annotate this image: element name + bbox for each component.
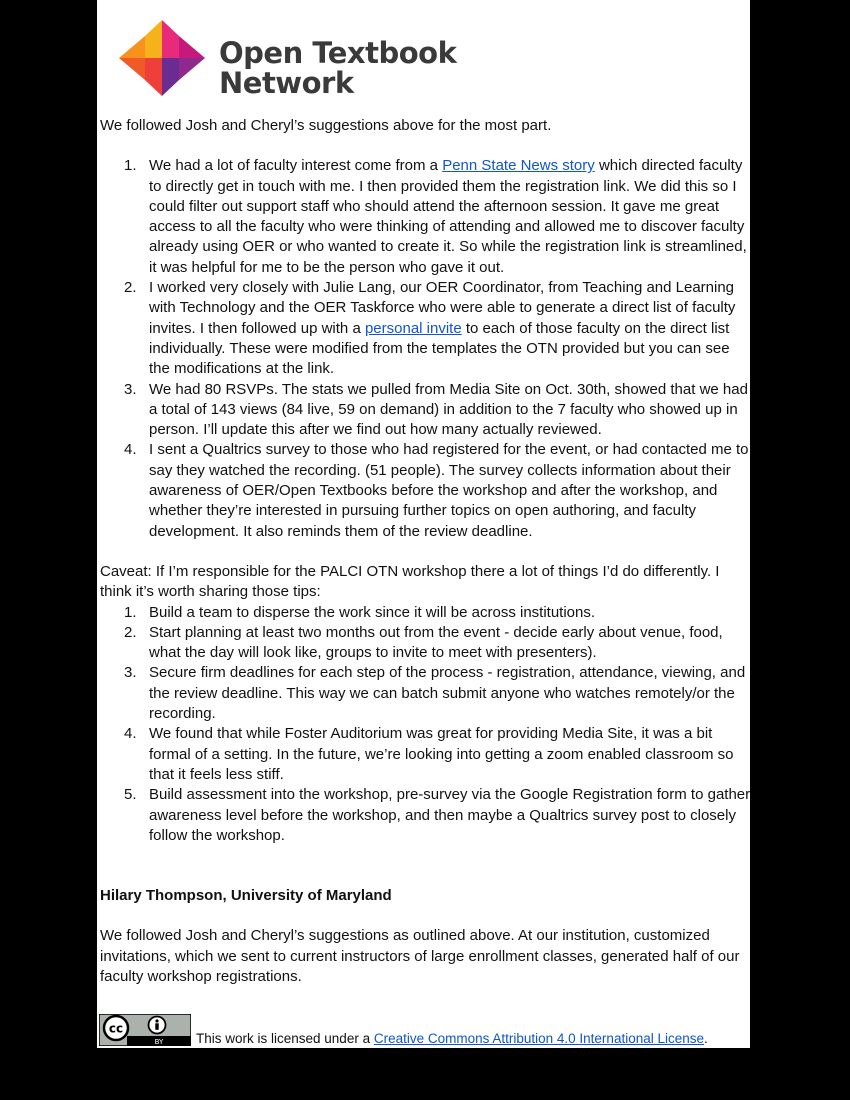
list-number: 4. [124, 725, 137, 743]
list-item: 2. Start planning at least two months out from the event - decide early about venue, food, what the day will look like, groups to invite to meet with presenters). [124, 623, 723, 662]
logo-text [219, 38, 456, 98]
list-number: 1. [124, 603, 137, 621]
license-text: This work is licensed under a Creative Commons Attribution 4.0 International License. [196, 1031, 708, 1046]
list-item: 4. I sent a Qualtrics survey to those who had registered for the event, or had contacted me to say they watched the recording. (51 people). The survey collects information about their awareness of OER/Open Textbooks before the workshop and after the workshop, and whether they’re interested in pursuing further topics on open authoring, and faculty development. It also reminds them of the review deadline. [124, 441, 749, 540]
personal-invite-link[interactable]: personal invite [364, 319, 462, 337]
list-item: 3. Secure firm deadlines for each step of the process - registration, attendance, viewing, and the review deadline. This way we can batch submit anyone who watches remotely/or the recording. [124, 664, 746, 723]
cc-by-label: BY [154, 1038, 164, 1046]
logo-line-1: Open Textbook [219, 36, 457, 70]
document-body [100, 116, 752, 987]
list-item: 1. We had a lot of faculty interest come from a Penn State News story which directed faculty to directly get in touch with me. I then provided them the registration link. We did this so I could filter out support staff who should attend the afternoon session. It gave me great access to all the faculty who were thinking of attending and allowed me to discover faculty already using OER or who wanted to create it. So while the registration link is streamlined, it was helpful for me to be the person who gave it out. [124, 157, 747, 276]
list-number: 4. [124, 441, 137, 459]
list-item: 3. We had 80 RSVPs. The stats we pulled from Media Site on Oct. 30th, showed that we had a total of 143 views (84 live, 59 on demand) in addition to the 7 faculty who showed up in person. I’ll update this after we find out how many actually reviewed. [124, 380, 748, 439]
workshop-notes-list [100, 156, 752, 542]
list-number: 3. [124, 380, 137, 398]
license-footer [97, 1012, 750, 1048]
list-number: 5. [124, 786, 137, 804]
list-number: 1. [124, 157, 137, 175]
list-number: 2. [124, 279, 137, 297]
otn-logo-diamond-icon [117, 18, 207, 98]
caveat-paragraph: Caveat: If I’m responsible for the PALCI OTN workshop there a lot of things I’d do differently. I think it’s worth sharing those tips: [100, 562, 720, 601]
list-number: 2. [124, 623, 137, 641]
list-item: 5. Build assessment into the workshop, pre-survey via the Google Registration form to gather awareness level before the workshop, and then maybe a Qualtrics survey post to closely follow the workshop. [124, 786, 751, 844]
cc-license-link[interactable]: Creative Commons Attribution 4.0 International License [373, 1031, 705, 1046]
intro-paragraph: We followed Josh and Cheryl’s suggestions above for the most part. [100, 117, 552, 134]
svg-text:cc: cc [108, 1021, 124, 1036]
document-page [97, 0, 750, 1048]
penn-state-news-link[interactable]: Penn State News story [442, 157, 595, 175]
cc-by-badge-icon[interactable] [99, 1014, 191, 1046]
logo-line-2: Network [219, 66, 354, 100]
tips-list [100, 603, 752, 847]
author-heading: Hilary Thompson, University of Maryland [100, 887, 392, 905]
list-item: 4. We found that while Foster Auditorium was great for providing Media Site, it was a bit formal of a setting. In the future, we’re looking into getting a zoom enabled classroom so that it feels less stiff. [124, 725, 734, 783]
list-item: 1. Build a team to disperse the work since it will be across institutions. [100, 603, 752, 623]
list-number: 3. [124, 664, 137, 682]
list-item: 2. I worked very closely with Julie Lang, our OER Coordinator, from Teaching and Learning with Technology and the OER Taskforce who were able to generate a direct list of faculty invites. I then followed up with a personal invite to each of those faculty on the direct list individually. These were modified from the templates the OTN provided but you can see the modifications at the link. [124, 279, 736, 378]
closing-paragraph: We followed Josh and Cheryl’s suggestions as outlined above. At our institution, customized invitations, which we sent to current instructors of large enrollment classes, generated half of our faculty workshop registrations. [100, 927, 740, 985]
